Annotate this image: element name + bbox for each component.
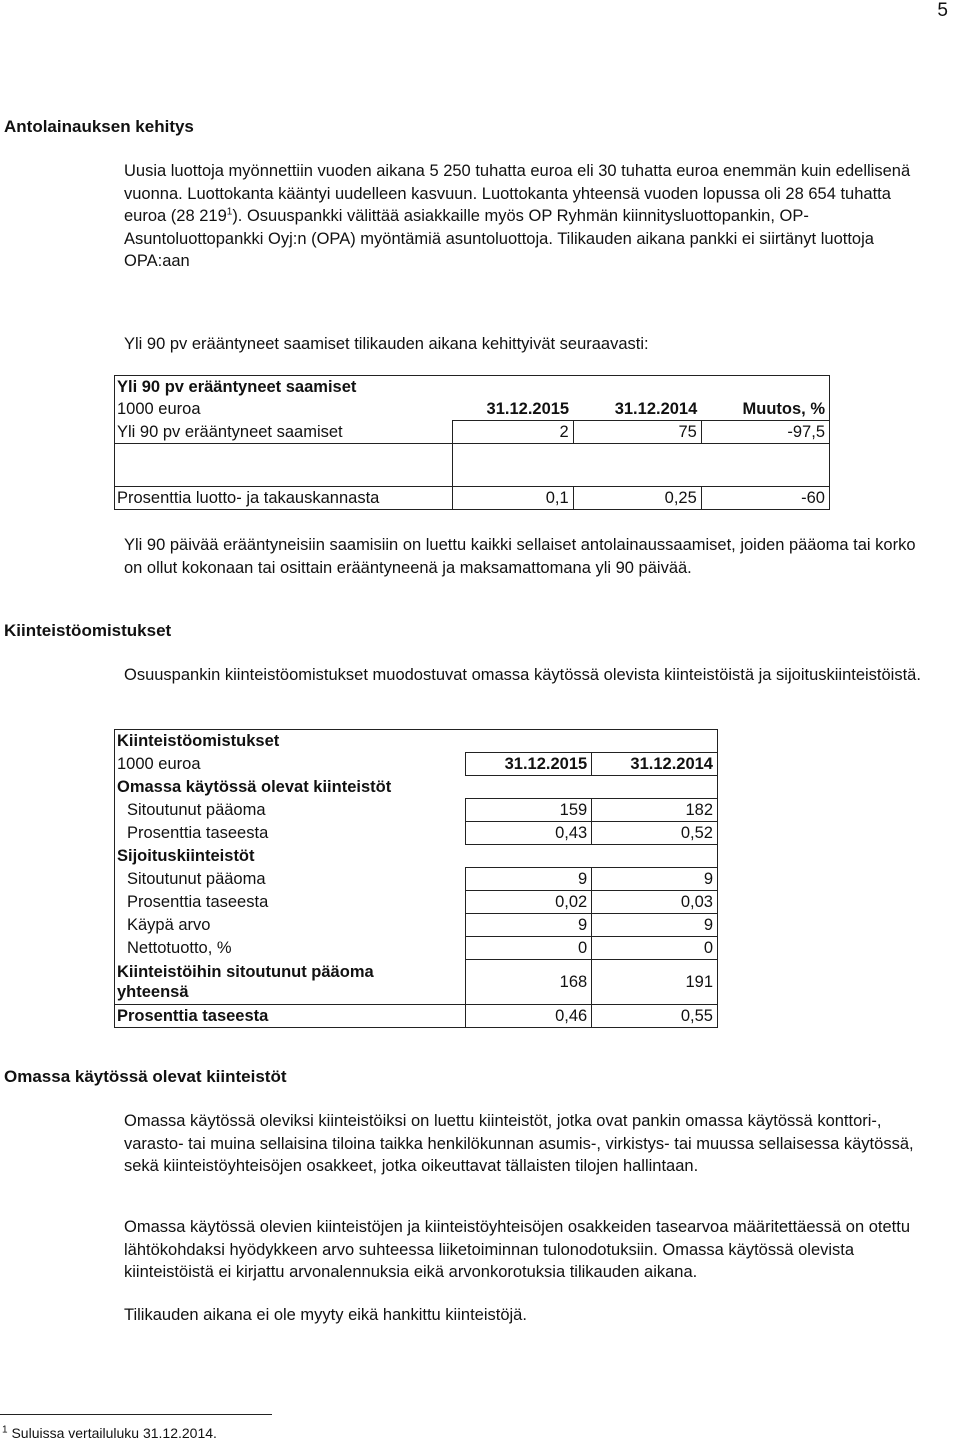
- table-row: [115, 914, 718, 937]
- cell: 9: [592, 914, 718, 937]
- cell: 0,25: [573, 487, 701, 510]
- unit-label: 1000 euroa: [115, 753, 466, 776]
- table-header-row: [115, 753, 718, 776]
- table-row: [115, 937, 718, 960]
- table-row: [115, 487, 830, 510]
- footnote-marker: 1: [2, 1424, 8, 1436]
- row-label: Prosenttia luotto- ja takauskannasta: [115, 487, 453, 510]
- cell: 191: [592, 960, 718, 1005]
- table-group-row: [115, 845, 718, 868]
- table-row: [115, 799, 718, 822]
- table-title-row: [115, 730, 718, 753]
- own-use-paragraph-1: Omassa käytössä oleviksi kiinteistöiksi on luettu kiinteistöt, jotka ovat pankin omassa käytössä konttori-, varasto- tai muina sellaisina tiloina taikka henkilökunnan asumis-, virkistys- tai muussa sellaisessa käytössä, sekä kiinteistöyhteisöjen osakkeet, jotka oikeuttavat tällaisten tilojen hallintaan.: [124, 1112, 914, 1175]
- cell: 0,1: [453, 487, 573, 510]
- total-label-line2: yhteensä: [117, 982, 189, 1001]
- col-header: 31.12.2015: [466, 753, 592, 776]
- table-total-row: [115, 960, 718, 1005]
- overdue-note: Yli 90 päivää erääntyneisiin saamisiin on luettu kaikki sellaiset antolainaussaamiset, joiden pääoma tai korko on ollut kokonaan tai osittain erääntyneenä ja maksamattomana yli 90 päivää.: [124, 536, 916, 577]
- col-header: 31.12.2014: [573, 398, 701, 421]
- footnote-divider: [0, 1414, 272, 1415]
- cell: 0: [592, 937, 718, 960]
- cell: 0,43: [466, 822, 592, 845]
- cell: 0,55: [592, 1005, 718, 1028]
- overdue-intro: Yli 90 pv erääntyneet saamiset tilikauden aikana kehittyivät seuraavasti:: [124, 335, 649, 353]
- overdue-table: [114, 375, 830, 510]
- row-label: Yli 90 pv erääntyneet saamiset: [115, 421, 453, 444]
- cell: 0,46: [466, 1005, 592, 1028]
- cell: 0: [466, 937, 592, 960]
- cell: -60: [701, 487, 829, 510]
- cell: 0,03: [592, 891, 718, 914]
- cell: 75: [573, 421, 701, 444]
- section-heading-own-use: Omassa käytössä olevat kiinteistöt: [4, 1067, 287, 1086]
- row-label: Sitoutunut pääoma: [115, 799, 466, 822]
- row-label: Sitoutunut pääoma: [115, 868, 466, 891]
- cell: 9: [592, 868, 718, 891]
- unit-label: 1000 euroa: [115, 398, 453, 421]
- row-label: Prosenttia taseesta: [115, 822, 466, 845]
- row-label: Käypä arvo: [115, 914, 466, 937]
- cell: -97,5: [701, 421, 829, 444]
- cell: 9: [466, 868, 592, 891]
- own-use-paragraph-2: Omassa käytössä olevien kiinteistöjen ja kiinteistöyhteisöjen osakkeiden tasearvoa määritettäessä on otettu lähtökohdaksi hyödykkeen arvo suhteessa liiketoiminnan tulonodotuksiin. Omassa käytössä olevista kiinteistöistä ei kirjattu arvonalennuksia eikä arvonkorotuksia tilikauden aikana.: [124, 1218, 911, 1281]
- row-label: [115, 960, 466, 1005]
- footnote-ref: 1: [226, 206, 233, 218]
- group-heading: Sijoituskiinteistöt: [115, 845, 718, 868]
- table-title: Yli 90 pv erääntyneet saamiset: [115, 376, 830, 399]
- cell: 168: [466, 960, 592, 1005]
- col-header: 31.12.2014: [592, 753, 718, 776]
- col-header: Muutos, %: [701, 398, 829, 421]
- lending-paragraph: [124, 160, 924, 273]
- cell: 159: [466, 799, 592, 822]
- table-title: Kiinteistöomistukset: [115, 730, 718, 753]
- row-label: Prosenttia taseesta: [115, 1005, 466, 1028]
- row-label: Nettotuotto, %: [115, 937, 466, 960]
- table-row: [115, 891, 718, 914]
- cell: 9: [466, 914, 592, 937]
- table-spacer-row: [115, 444, 830, 487]
- table-row: [115, 822, 718, 845]
- col-header: 31.12.2015: [453, 398, 573, 421]
- property-table: [114, 729, 718, 1028]
- cell: 2: [453, 421, 573, 444]
- property-paragraph: Osuuspankin kiinteistöomistukset muodostuvat omassa käytössä olevista kiinteistöistä ja sijoituskiinteistöistä.: [124, 666, 921, 684]
- lending-text-a: Uusia luottoja myönnettiin vuoden aikana 5 250 tuhatta euroa eli 30 tuhatta euroa enemmän kuin edellisenä vuonna. Luottokanta kääntyi uudelleen kasvuun. Luottokanta yhteensä vuoden lopussa oli 28 654 tuhatta euroa (28 219: [124, 162, 911, 225]
- cell: 182: [592, 799, 718, 822]
- table-header-row: [115, 398, 830, 421]
- total-label-line1: Kiinteistöihin sitoutunut pääoma: [117, 962, 374, 981]
- cell: 0,02: [466, 891, 592, 914]
- footnote-text: Suluissa vertailuluku 31.12.2014.: [11, 1425, 217, 1441]
- lending-text-b: ). Osuuspankki välittää asiakkaille myös OP Ryhmän kiinnitysluottopankin, OP-Asuntoluottopankki Oyj:n (OPA) myöntämiä asuntoluottoja. Tilikauden aikana pankki ei siirtänyt luottoja OPA:aan: [124, 207, 874, 270]
- section-heading-property: Kiinteistöomistukset: [4, 621, 172, 640]
- group-heading: Omassa käytössä olevat kiinteistöt: [115, 776, 718, 799]
- table-total-row: [115, 1005, 718, 1028]
- table-row: [115, 868, 718, 891]
- row-label: Prosenttia taseesta: [115, 891, 466, 914]
- footnote: [2, 1422, 217, 1445]
- section-heading-lending: Antolainauksen kehitys: [4, 117, 194, 136]
- table-group-row: [115, 776, 718, 799]
- own-use-paragraph-3: Tilikauden aikana ei ole myyty eikä hankittu kiinteistöjä.: [124, 1306, 527, 1324]
- table-row: [115, 421, 830, 444]
- cell: 0,52: [592, 822, 718, 845]
- page-number: 5: [937, 0, 948, 21]
- table-title-row: [115, 376, 830, 399]
